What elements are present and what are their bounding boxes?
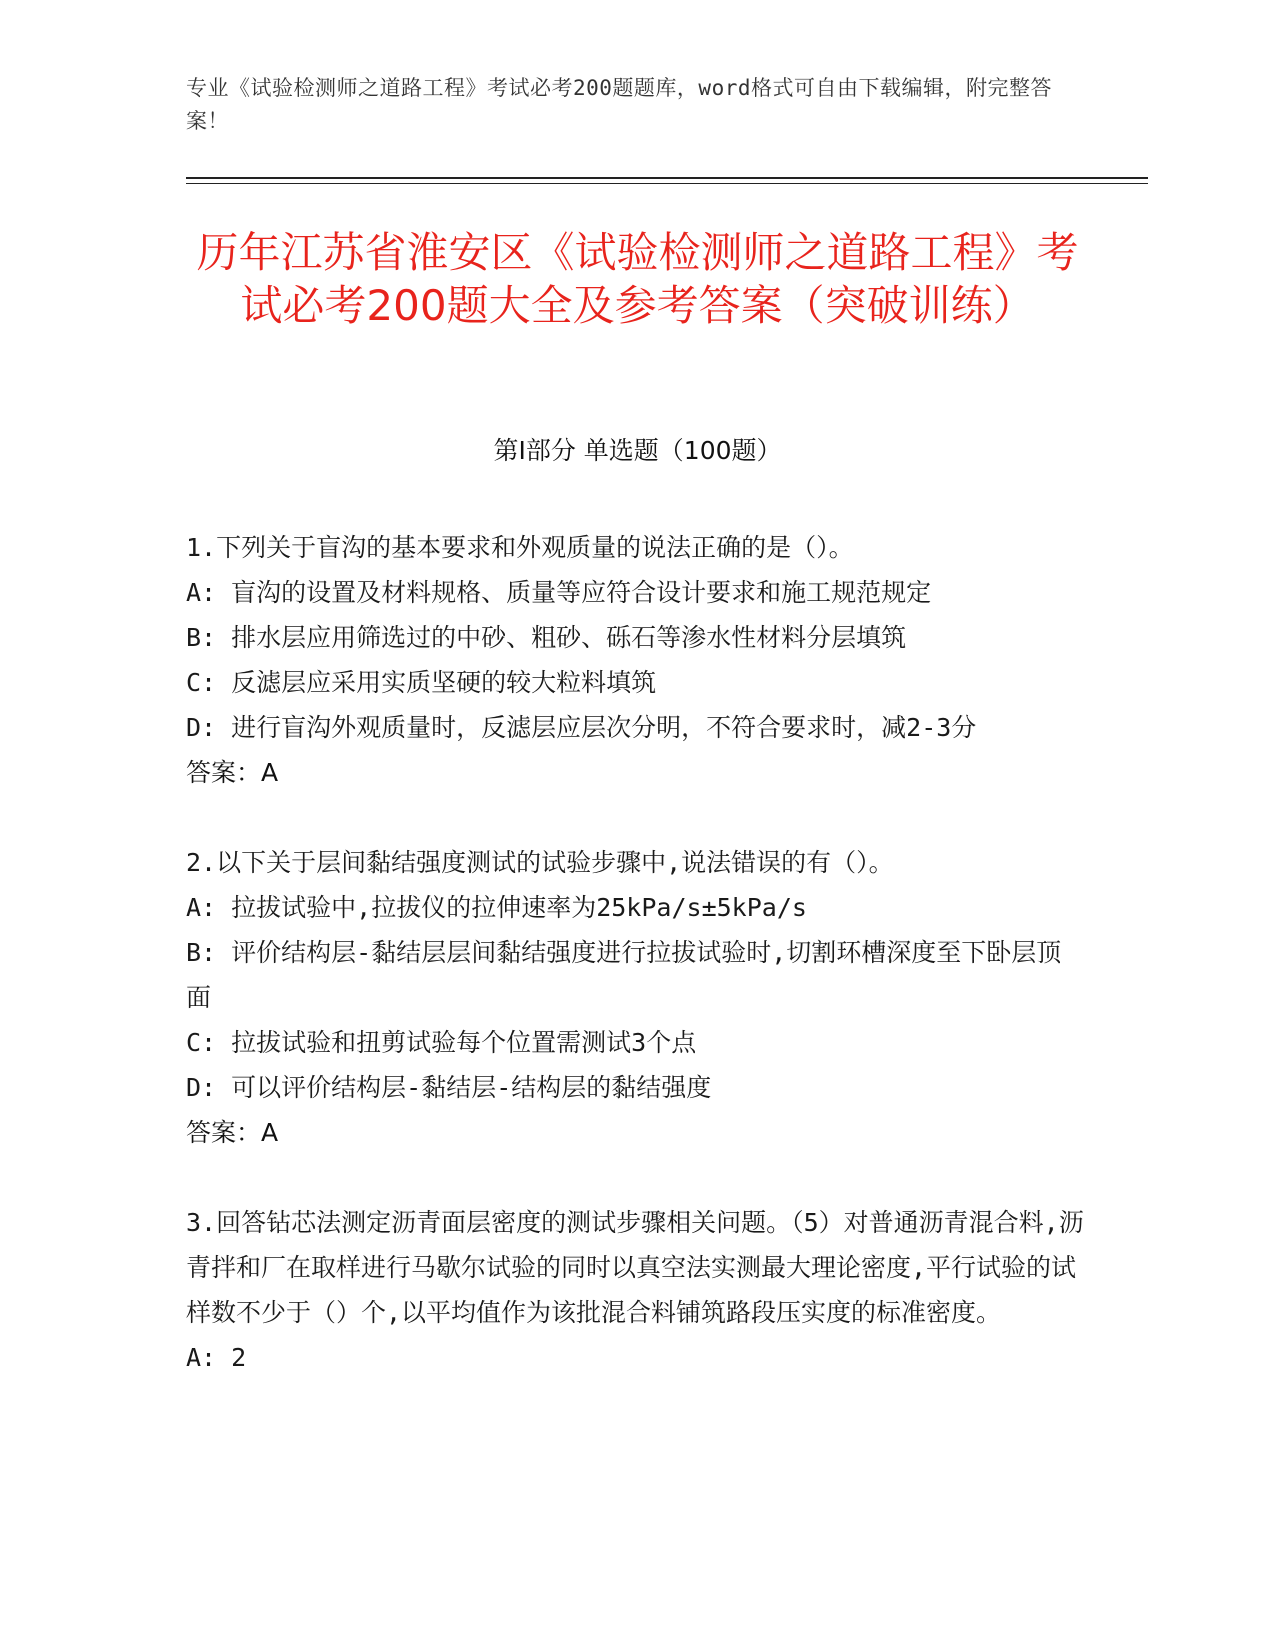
- question-3: [186, 1200, 1086, 1380]
- header-rule-thin: [186, 183, 1148, 184]
- question-stem: 2.以下关于层间黏结强度测试的试验步骤中,说法错误的有（）。: [186, 848, 894, 877]
- question-stem: 3.回答钻芯法测定沥青面层密度的测试步骤相关问题。（5）对普通沥青混合料,沥青拌和厂在取样进行马歇尔试验的同时以真空法实测最大理论密度,平行试验的试样数不少于（）个,以平均值作为该批混合料铺筑路段压实度的标准密度。: [186, 1208, 1084, 1327]
- question-list: [186, 525, 1086, 1425]
- option-d: D: 进行盲沟外观质量时，反滤层应层次分明，不符合要求时，减2-3分: [186, 713, 977, 742]
- option-c: C: 反滤层应采用实质坚硬的较大粒料填筑: [186, 668, 657, 697]
- option-b: B: 排水层应用筛选过的中砂、粗砂、砾石等渗水性材料分层填筑: [186, 623, 907, 652]
- option-a: A: 盲沟的设置及材料规格、质量等应符合设计要求和施工规范规定: [186, 578, 932, 607]
- document-title: 历年江苏省淮安区《试验检测师之道路工程》考试必考200题大全及参考答案（突破训练）: [196, 228, 1079, 330]
- option-d: D: 可以评价结构层-黏结层-结构层的黏结强度: [186, 1073, 712, 1102]
- header-rule-thick: [186, 177, 1148, 179]
- header-note: 专业《试验检测师之道路工程》考试必考200题题库，word格式可自由下载编辑，附完整答案！: [186, 76, 1052, 133]
- option-c: C: 拉拔试验和扭剪试验每个位置需测试3个点: [186, 1028, 697, 1057]
- answer: 答案：A: [186, 1118, 279, 1147]
- answer: 答案：A: [186, 758, 279, 787]
- question-stem: 1.下列关于盲沟的基本要求和外观质量的说法正确的是（）。: [186, 533, 854, 562]
- option-a: A: 2: [186, 1343, 247, 1372]
- question-2: [186, 840, 1086, 1155]
- option-b: B: 评价结构层-黏结层层间黏结强度进行拉拔试验时,切割环槽深度至下卧层顶面: [186, 938, 1062, 1012]
- question-1: [186, 525, 1086, 795]
- option-a: A: 拉拔试验中,拉拔仪的拉伸速率为25kPa/s±5kPa/s: [186, 893, 807, 922]
- section-heading: 第I部分 单选题（100题）: [493, 436, 782, 465]
